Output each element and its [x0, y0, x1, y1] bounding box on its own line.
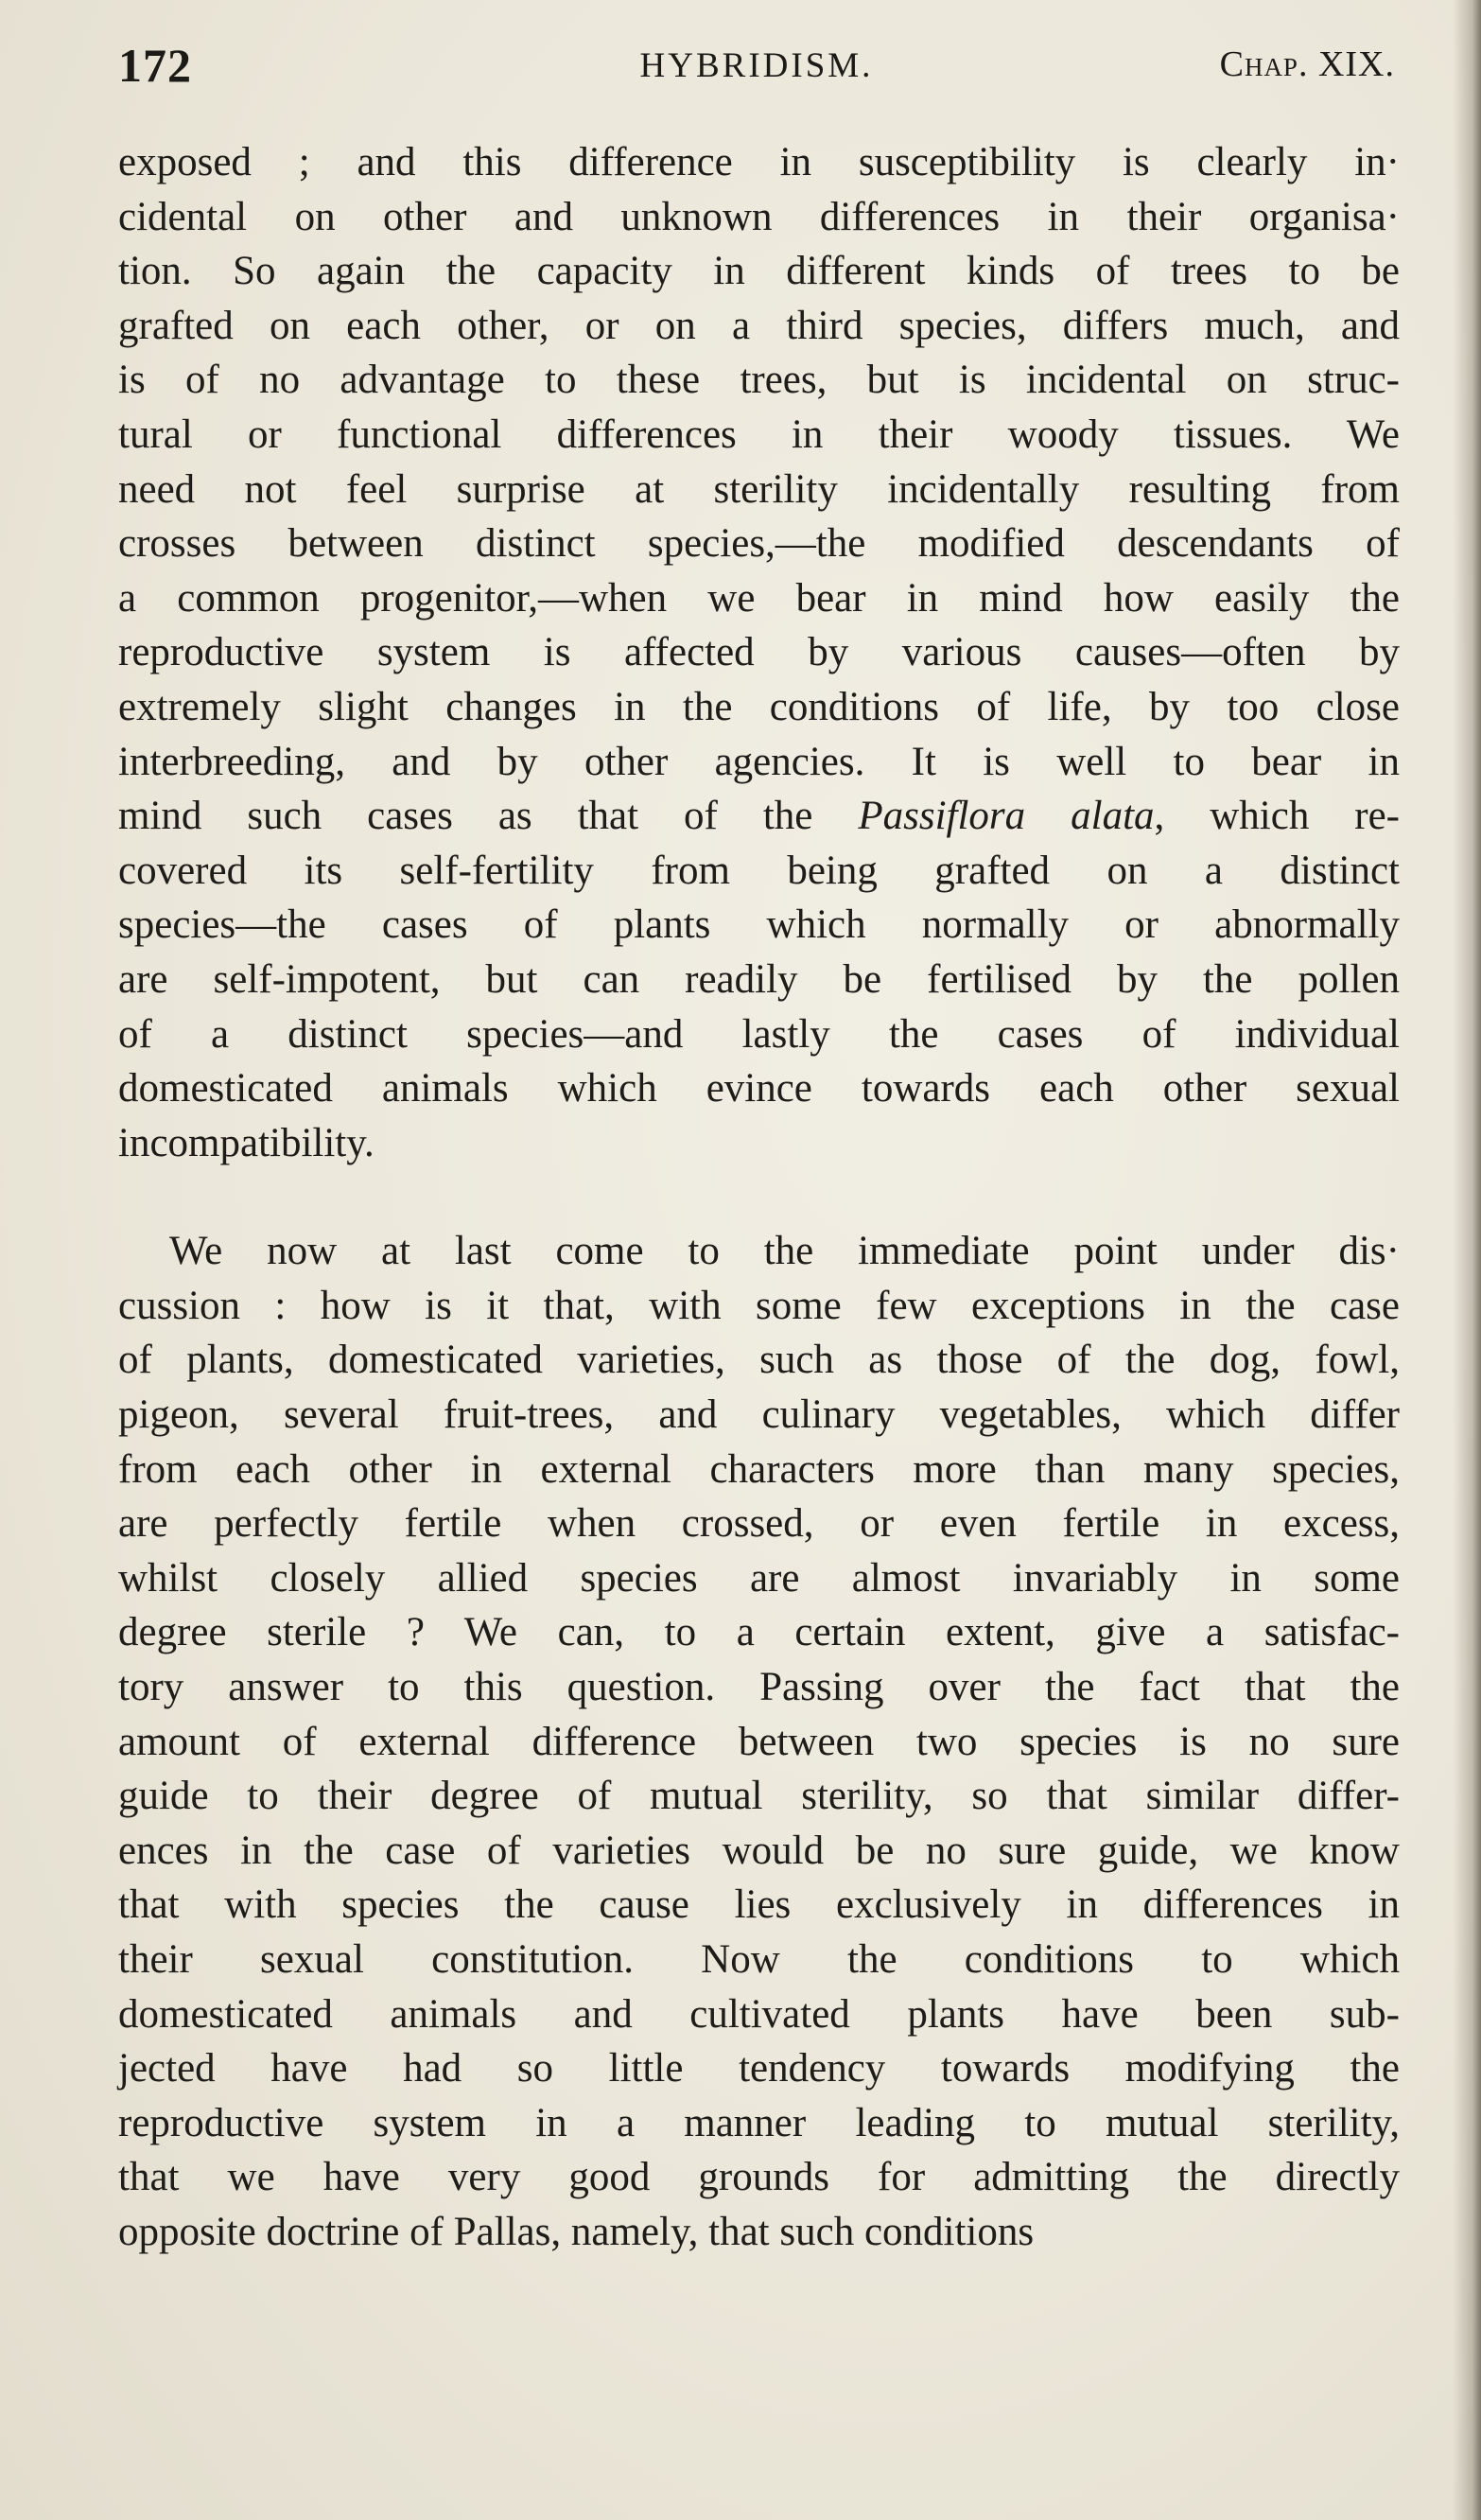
text-line: ences in the case of varieties would be no sure guide, we know [118, 1828, 1400, 1873]
text-line: cidental on other and unknown differences in their organisa· [118, 194, 1400, 239]
paragraph [118, 1224, 1400, 2259]
text-line: pigeon, several fruit-trees, and culinary vegetables, which differ [118, 1392, 1400, 1438]
running-header [118, 38, 1395, 95]
text-line: incompatibility. [118, 1120, 375, 1165]
text-line: We now at last come to the immediate point under dis· [169, 1229, 1400, 1274]
text-line: need not feel surprise at sterility incidentally resulting from [118, 466, 1400, 512]
text-line: whilst closely allied species are almost invariably in some [118, 1555, 1400, 1601]
italic-species-name: Passiflora alata [858, 794, 1155, 839]
text-line: tion. So again the capacity in different kinds of trees to be [118, 249, 1400, 294]
text-line: crosses between distinct species,—the modified descendants of [118, 521, 1400, 567]
text-line: amount of external difference between two species is no sure [118, 1719, 1400, 1764]
chapter-label: Chap. XIX. [1219, 44, 1395, 84]
text-line: interbreeding, and by other agencies. It is well to bear in [118, 739, 1400, 784]
text-line: mind such cases as that of the Passiflora alata, which re- [118, 794, 1401, 839]
text-line: guide to their degree of mutual sterility, so that similar differ- [118, 1774, 1400, 1819]
body-text [118, 135, 1400, 2260]
text-line: domesticated animals which evince towards each other sexual [118, 1066, 1400, 1111]
text-line: that with species the cause lies exclusively in differences in [118, 1882, 1400, 1928]
text-line: cussion : how is it that, with some few exceptions in the case [118, 1283, 1400, 1328]
page-edge-shadow [1453, 0, 1481, 2520]
text-line: reproductive system in a manner leading to mutual sterility, [118, 2100, 1400, 2145]
text-line: are self-impotent, but can readily be fertilised by the pollen [118, 956, 1400, 1002]
text-line: grafted on each other, or on a third species, differs much, and [118, 303, 1400, 348]
text-line: their sexual constitution. Now the conditions to which [118, 1937, 1400, 1982]
text-line: a common progenitor,—when we bear in mind how easily the [118, 575, 1400, 621]
text-line: tural or functional differences in their woody tissues. We [118, 411, 1400, 457]
text-line: domesticated animals and cultivated plants have been sub- [118, 1991, 1400, 2037]
running-title: HYBRIDISM. [639, 46, 874, 85]
text-line: exposed ; and this difference in susceptibility is clearly in· [118, 140, 1400, 184]
text-line: is of no advantage to these trees, but is incidental on struc- [118, 358, 1400, 403]
text-line: opposite doctrine of Pallas, namely, that such conditions [118, 2209, 1035, 2254]
text-line: are perfectly fertile when crossed, or even fertile in excess, [118, 1501, 1400, 1547]
text-line: from each other in external characters more than many species, [118, 1446, 1400, 1492]
text-line: that we have very good grounds for admitting the directly [118, 2155, 1400, 2200]
text-line: of plants, domesticated varieties, such as those of the dog, fowl, [118, 1338, 1400, 1383]
text-line: reproductive system is affected by various causes—often by [118, 630, 1400, 675]
text-line: tory answer to this question. Passing over the fact that the [118, 1665, 1400, 1710]
text-line: of a distinct species—and lastly the cases of individual [118, 1011, 1400, 1057]
page-number: 172 [118, 39, 192, 92]
text-line: species—the cases of plants which normally or abnormally [118, 902, 1400, 948]
paragraph [118, 135, 1400, 1170]
text-line: covered its self-fertility from being grafted on a distinct [118, 848, 1400, 893]
text-line: jected have had so little tendency towards modifying the [118, 2046, 1400, 2091]
text-line: degree sterile ? We can, to a certain extent, give a satisfac- [118, 1610, 1400, 1655]
text-line: extremely slight changes in the conditions of life, by too close [118, 684, 1400, 729]
